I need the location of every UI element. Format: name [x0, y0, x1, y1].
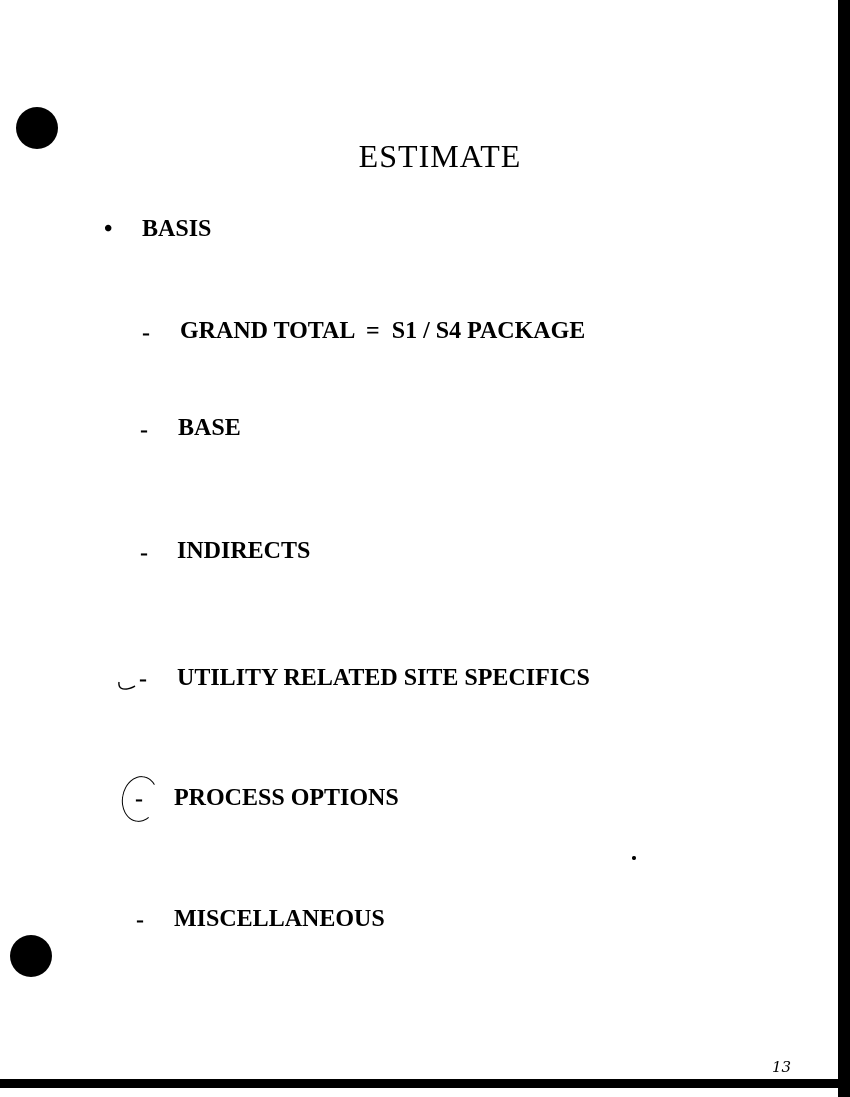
handwritten-page-mark: 13: [772, 1058, 792, 1076]
handwritten-hook-mark: [117, 678, 137, 692]
section-heading: BASIS: [142, 216, 212, 242]
list-item-indirects: INDIRECTS: [177, 538, 311, 564]
list-item-marker: -: [136, 907, 144, 933]
list-item-utility-related-site-specifics: UTILITY RELATED SITE SPECIFICS: [177, 665, 590, 691]
list-item-process-options: PROCESS OPTIONS: [174, 785, 399, 811]
list-item-marker: -: [142, 320, 150, 346]
section-bullet: •: [104, 216, 113, 242]
page-title: ESTIMATE: [358, 138, 522, 175]
list-item-marker: -: [140, 417, 148, 443]
scan-speck: [632, 856, 636, 860]
list-item-marker: -: [135, 786, 143, 812]
list-item-marker: -: [139, 666, 147, 692]
scan-border-bottom: [0, 1079, 850, 1088]
punch-hole-bottom: [10, 935, 52, 977]
list-item-grand-total: GRAND TOTAL = S1 / S4 PACKAGE: [180, 318, 586, 344]
list-item-miscellaneous: MISCELLANEOUS: [174, 906, 385, 932]
list-item-base: BASE: [178, 415, 241, 441]
list-item-marker: -: [140, 540, 148, 566]
